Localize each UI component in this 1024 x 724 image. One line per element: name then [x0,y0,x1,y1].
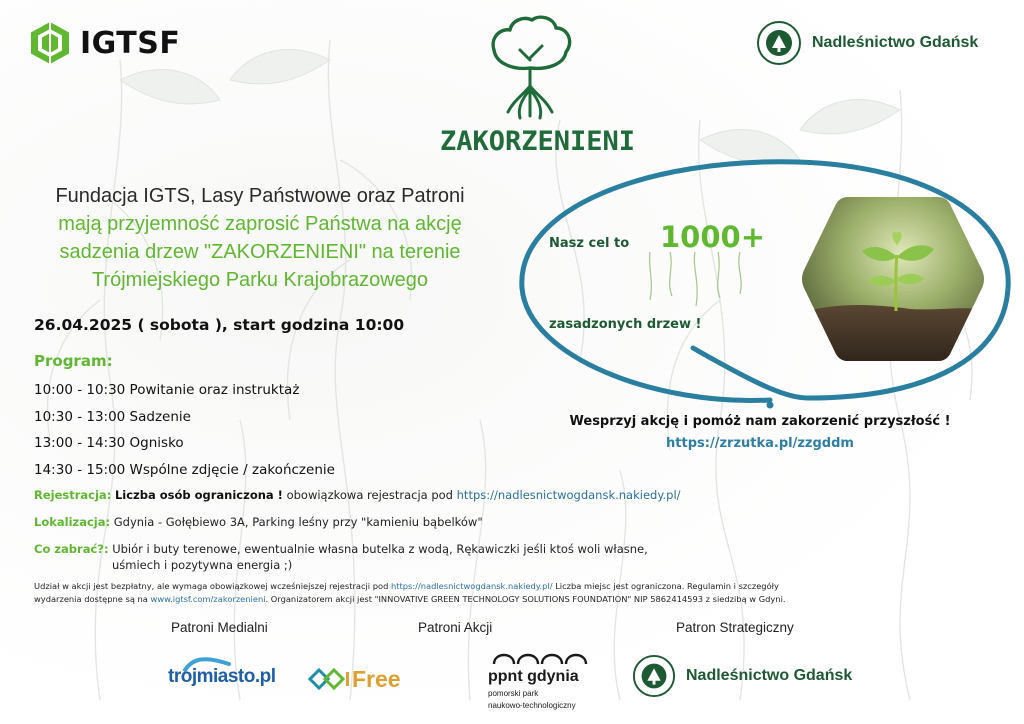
fine-print-part-3: wydarzenia dostępne są na [34,594,148,604]
location-info [34,515,483,529]
location-text: Gdynia - Gołębiewo 3A, Parking leśny przy "kamieniu bąbelków" [113,515,483,529]
invitation-text [20,182,500,294]
support-call-to-action: Wesprzyj akcję i pomóż nam zakorzenić przyszłość ! [569,414,951,429]
infofree-logo-icon [308,668,350,690]
nadlesnictwo-gdansk-text: Nadleśnictwo Gdańsk [812,34,979,51]
nadlesnictwo-gdansk-logo [756,20,978,66]
ppnt-subtitle-line-1: pomorski park [488,689,539,698]
location-label: Lokalizacja: [34,515,111,529]
dangling-roots-decoration [640,250,760,310]
ppnt-gdynia-name: ppnt gdynia [488,668,579,685]
registration-label: Rejestracja: [34,488,112,502]
sprout-photo [800,193,986,365]
trojmiasto-logo-text: trojmiasto.pl [168,666,276,687]
igtsf-hexagon-icon [28,20,72,66]
program-item: 10:00 - 10:30 Powitanie oraz instruktaż [34,382,300,398]
fine-print-part-4: . Organizatorem akcji jest "INNOVATIVE GREEN TECHNOLOGY SOLUTIONS FOUNDATION" NIP 5862414593 z siedzibą w Gdyni. [265,594,786,604]
strategic-patron-heading: Patron Strategiczny [676,620,794,635]
goal-suffix: zasadzonych drzew ! [549,317,702,332]
igtsf-logo-text: IGTSF [80,25,181,61]
lasy-panstwowe-seal-icon [756,20,802,66]
invitation-line-2: mają przyjemność zaprosić Państwa na akcję [58,213,462,235]
invitation-line-4: Trójmiejskiego Parku Krajobrazowego [91,269,429,291]
fine-print-registration-link[interactable]: https://nadlesnictwogdansk.nakiedy.pl/ [391,581,553,591]
what-to-bring-info [34,542,648,556]
goal-prefix: Nasz cel to [549,236,630,251]
invitation-line-3: sadzenia drzew "ZAKORZENIENI" na terenie [59,241,461,263]
fundraiser-link[interactable]: https://zrzutka.pl/zzgddm [666,436,854,451]
invitation-line-1: Fundacja IGTS, Lasy Państwowe oraz Patroni [55,185,465,207]
fine-print-part-2: Liczba miejsc jest ograniczona. Regulamin i szczegóły [555,581,779,591]
zakorzenieni-logo-text: ZAKORZENIENI [440,126,636,157]
fine-print [34,580,994,606]
ppnt-gdynia-logo [488,668,579,710]
what-to-bring-line-2: uśmiech i pozytywna energia ;) [112,558,293,572]
program-list [34,381,335,487]
strategic-patron-name: Nadleśnictwo Gdańsk [686,667,853,684]
infofree-logo-text: Free [352,666,401,692]
what-to-bring-label: Co zabrać?: [34,542,109,556]
registration-limit-notice: Liczba osób ograniczona ! [114,488,283,502]
fine-print-website-link[interactable]: www.igtsf.com/zakorzenieni [150,594,266,604]
strategic-patron-logo [632,654,852,698]
goal-number: 1000+ [660,220,766,254]
event-date: 26.04.2025 ( sobota ), start godzina 10:00 [34,316,405,334]
igtsf-logo [28,20,180,66]
action-patrons-heading: Patroni Akcji [418,620,493,635]
program-item: 13:00 - 14:30 Ognisko [34,435,184,451]
program-heading: Program: [34,352,113,370]
ppnt-subtitle-line-2: naukowo-technologiczny [488,701,576,710]
lasy-panstwowe-seal-icon [632,654,676,698]
fine-print-part-1: Udział w akcji jest bezpłatny, ale wymaga obowiązkowej wcześniejszej rejestracji pod [34,581,389,591]
registration-text: obowiązkowa rejestracja pod [286,488,453,502]
what-to-bring-line-1: Ubiór i buty terenowe, ewentualnie własna butelka z wodą, Rękawiczki jeśli ktoś woli własne, [112,542,648,556]
registration-info [34,488,681,502]
program-item: 10:30 - 13:00 Sadzenie [34,408,191,425]
zakorzenieni-logo [440,12,636,157]
media-patrons-heading: Patroni Medialni [171,620,268,635]
ppnt-arches-icon [492,648,588,666]
program-item: 14:30 - 15:00 Wspólne zdjęcie / zakończenie [34,461,335,478]
registration-link[interactable]: https://nadlesnictwogdansk.nakiedy.pl/ [456,488,681,502]
tree-with-roots-icon [484,12,576,120]
